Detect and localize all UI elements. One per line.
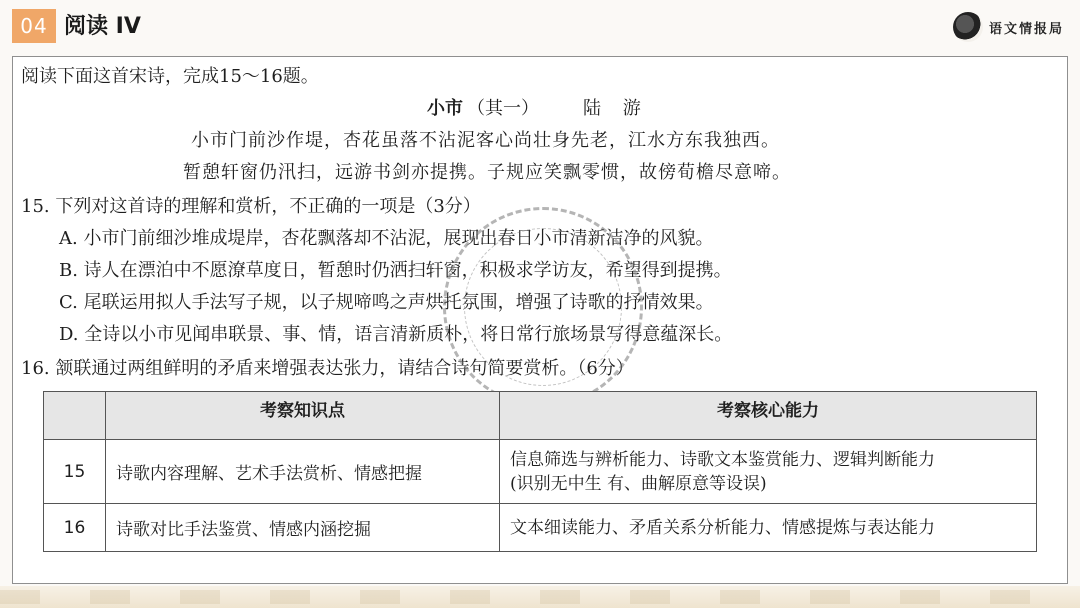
ability-text: 文本细读能力、矛盾关系分析能力、情感提炼与表达能力 (510, 517, 935, 538)
brand-logo-icon (953, 12, 983, 42)
brand-name: 语文情报局 (988, 21, 1064, 37)
table-header-cell: 考察核心能力 (500, 392, 1037, 440)
table-row (44, 440, 1037, 504)
question-number-cell: 16 (44, 504, 106, 552)
knowledge-cell: 诗歌内容理解、艺术手法赏析、情感把握 (106, 440, 500, 504)
section-number-badge: 04 (12, 9, 56, 43)
question-15-option-b: B. 诗人在漂泊中不愿潦草度日，暂憩时仍洒扫轩窗，积极求学访友，希望得到提携。 (59, 260, 732, 281)
question-16-stem: 16. 颔联通过两组鲜明的矛盾来增强表达张力，请结合诗句简要赏析。（6分） (21, 358, 634, 379)
table-header-cell: 考察知识点 (106, 392, 500, 440)
section-title: 阅读 IV (64, 14, 141, 39)
ability-text: 信息筛选与辨析能力、诗歌文本鉴赏能力、逻辑判断能力 (510, 449, 935, 470)
poem-title: 小市 (427, 98, 463, 119)
question-15-option-a: A. 小市门前细沙堆成堤岸，杏花飘落却不沾泥，展现出春日小市清新洁净的风貌。 (59, 228, 714, 249)
poem-subtitle: （其一） (467, 98, 539, 119)
ability-cell (500, 440, 1037, 504)
question-15-option-d: D. 全诗以小市见闻串联景、事、情，语言清新质朴，将日常行旅场景写得意蕴深长。 (59, 324, 733, 345)
poem-line: 小市门前沙作堤，杏花虽落不沾泥客心尚壮身先老，江水方东我独西。 (191, 130, 780, 151)
poem-author: 陆 游 (583, 98, 649, 119)
brand (953, 12, 1064, 42)
ability-table (43, 391, 1037, 552)
poem-heading (427, 97, 649, 121)
question-15-stem: 15. 下列对这首诗的理解和赏析，不正确的一项是（3分） (21, 196, 481, 217)
table-header-cell (44, 392, 106, 440)
ability-cell (500, 504, 1037, 552)
reading-intro: 阅读下面这首宋诗，完成15～16题。 (21, 66, 319, 87)
reading-panel (12, 56, 1068, 584)
table-row (44, 504, 1037, 552)
knowledge-cell: 诗歌对比手法鉴赏、情感内涵挖掘 (106, 504, 500, 552)
bottom-decoration (0, 586, 1080, 608)
ability-text-note: (识别无中生 有、曲解原意等设误) (510, 473, 767, 494)
table-header-row (44, 392, 1037, 440)
poem-line: 暂憩轩窗仍汛扫，远游书剑亦提携。子规应笑飘零惯，故傍荀檐尽意啼。 (183, 162, 791, 183)
question-number-cell: 15 (44, 440, 106, 504)
question-15-option-c: C. 尾联运用拟人手法写子规，以子规啼鸣之声烘托氛围，增强了诗歌的抒情效果。 (59, 292, 714, 313)
